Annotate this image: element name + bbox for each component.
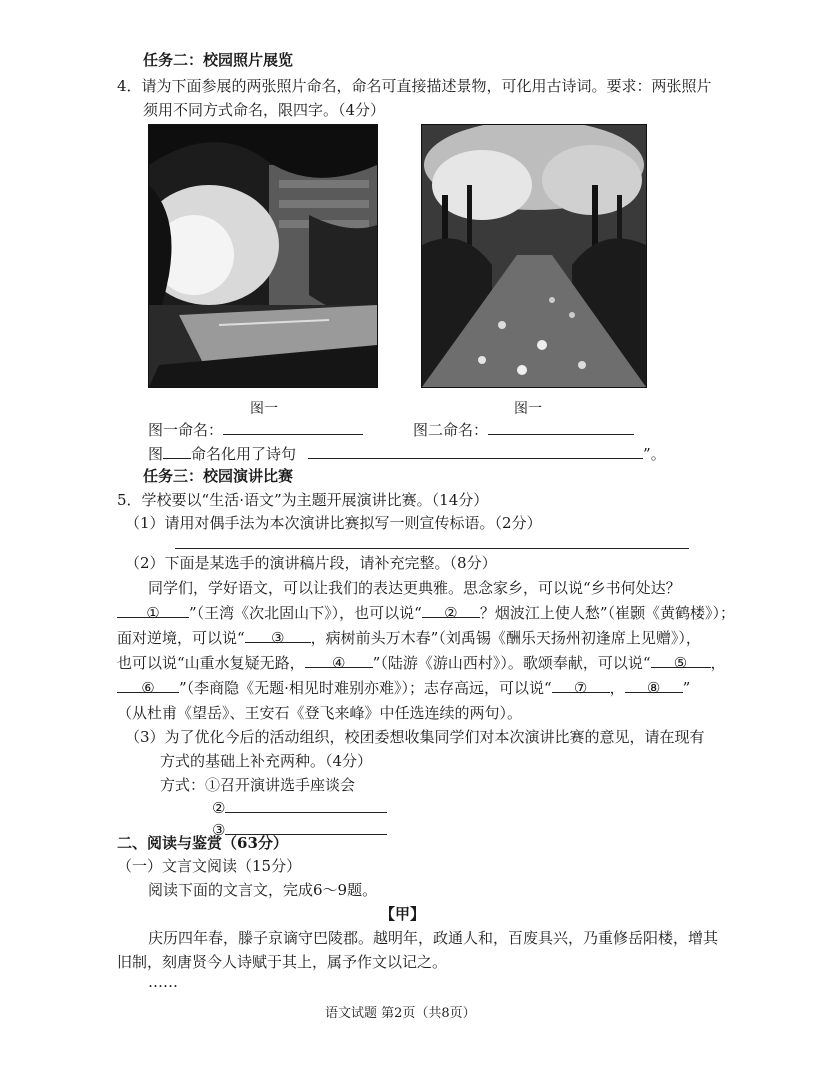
- passage-title: 【甲】: [380, 905, 426, 923]
- part2-subheading: （一）文言文阅读（15分）: [117, 857, 302, 875]
- method-2-label: ②: [212, 799, 226, 817]
- blank-6[interactable]: ⑥: [117, 678, 179, 693]
- q5-1: （1）请用对偶手法为本次演讲比赛拟写一则宣传标语。（2分）: [125, 514, 542, 532]
- q5-3-line1: （3）为了优化今后的活动组织，校团委想收集同学们对本次演讲比赛的意见，请在现有: [125, 728, 705, 746]
- blank-7[interactable]: ⑦: [552, 678, 610, 693]
- q5-2: （2）下面是某选手的演讲稿片段，请补充完整。（8分）: [125, 554, 497, 572]
- name2-label: 图二命名：: [413, 421, 489, 439]
- photo-2-image: [422, 125, 646, 387]
- speech-2a: ”（王湾《次北固山下》），也可以说“: [189, 604, 422, 622]
- poem-suffix: ”。: [643, 445, 666, 463]
- poem-number-blank[interactable]: [163, 444, 191, 459]
- method-2-row: [212, 798, 387, 818]
- poem-blank[interactable]: [308, 444, 643, 459]
- speech-4b: ”（陆游《游山西村》）。歌颂奉献，可以说“: [372, 654, 651, 672]
- photo-2: [421, 124, 647, 388]
- speech-line2: [117, 603, 735, 623]
- photo-1-image: [149, 125, 377, 387]
- q4-line2: 须用不同方式命名，限四字。（4分）: [143, 101, 386, 119]
- photo-1: [148, 124, 378, 388]
- name2-blank[interactable]: [488, 420, 634, 435]
- speech-line4: [117, 653, 726, 673]
- name2-row: [413, 420, 634, 440]
- passage-line1: 庆历四年春，滕子京谪守巴陵郡。越明年，政通人和，百废具兴，乃重修岳阳楼，增其: [148, 929, 719, 947]
- name1-row: [148, 420, 363, 440]
- q4-line1: 4．请为下面参展的两张照片命名，命名可直接描述景物，可化用古诗词。要求：两张照片: [117, 77, 712, 95]
- speech-5a: ”（李商隐《无题·相见时难别亦难》）；志存高远，可以说“: [179, 679, 552, 697]
- q5-1-answer-line[interactable]: [175, 548, 689, 549]
- poem-row: [148, 444, 666, 464]
- speech-3b: ，病树前头万木春”（刘禹锡《酬乐天扬州初逢席上见赠》），: [310, 629, 701, 647]
- poem-prefix: 图: [148, 445, 164, 463]
- photo-2-caption: 图一: [514, 401, 542, 417]
- speech-line5: [117, 678, 690, 698]
- q5-3-line2: 方式的基础上补充两种。（4分）: [160, 752, 373, 770]
- task3-heading: 任务三：校园演讲比赛: [143, 467, 294, 485]
- page-footer: 语文试题 第2页（共8页）: [325, 1006, 476, 1021]
- name1-blank[interactable]: [223, 420, 363, 435]
- poem-mid: 命名化用了诗句: [191, 445, 297, 463]
- part2-heading: 二、阅读与鉴赏（63分）: [117, 834, 288, 852]
- method-1: 方式：①召开演讲选手座谈会: [160, 776, 356, 794]
- name1-label: 图一命名：: [148, 421, 224, 439]
- speech-5b: ，: [609, 679, 625, 697]
- part2-instruction: 阅读下面的文言文，完成6～9题。: [148, 881, 378, 899]
- passage-ellipsis: ……: [148, 973, 178, 991]
- task2-heading: 任务二：校园照片展览: [143, 51, 294, 69]
- blank-1[interactable]: ①: [117, 603, 189, 618]
- speech-5c: ”: [682, 679, 691, 697]
- q5-line: 5．学校要以“生活·语文”为主题开展演讲比赛。（14分）: [117, 491, 489, 509]
- speech-line6: （从杜甫《望岳》、王安石《登飞来峰》中任选连续的两句）。: [117, 704, 523, 722]
- speech-line1: 同学们，学好语文，可以让我们的表达更典雅。思念家乡，可以说“乡书何处达？: [148, 579, 681, 597]
- method-3-label: ③: [212, 821, 226, 839]
- method-2-blank[interactable]: [225, 798, 387, 813]
- blank-5[interactable]: ⑤: [651, 653, 711, 668]
- speech-4c: ，: [710, 654, 726, 672]
- speech-2b: ？烟波江上使人愁”（崔颢《黄鹤楼》）；: [479, 604, 736, 622]
- blank-2[interactable]: ②: [422, 603, 480, 618]
- photo-1-caption: 图一: [250, 401, 278, 417]
- passage-line2: 旧制，刻唐贤今人诗赋于其上，属予作文以记之。: [117, 953, 448, 971]
- blank-8[interactable]: ⑧: [625, 678, 683, 693]
- speech-4a: 也可以说“山重水复疑无路，: [117, 654, 305, 672]
- speech-line3: [117, 628, 701, 648]
- blank-3[interactable]: ③: [245, 628, 311, 643]
- blank-4[interactable]: ④: [305, 653, 373, 668]
- speech-3a: 面对逆境，可以说“: [117, 629, 245, 647]
